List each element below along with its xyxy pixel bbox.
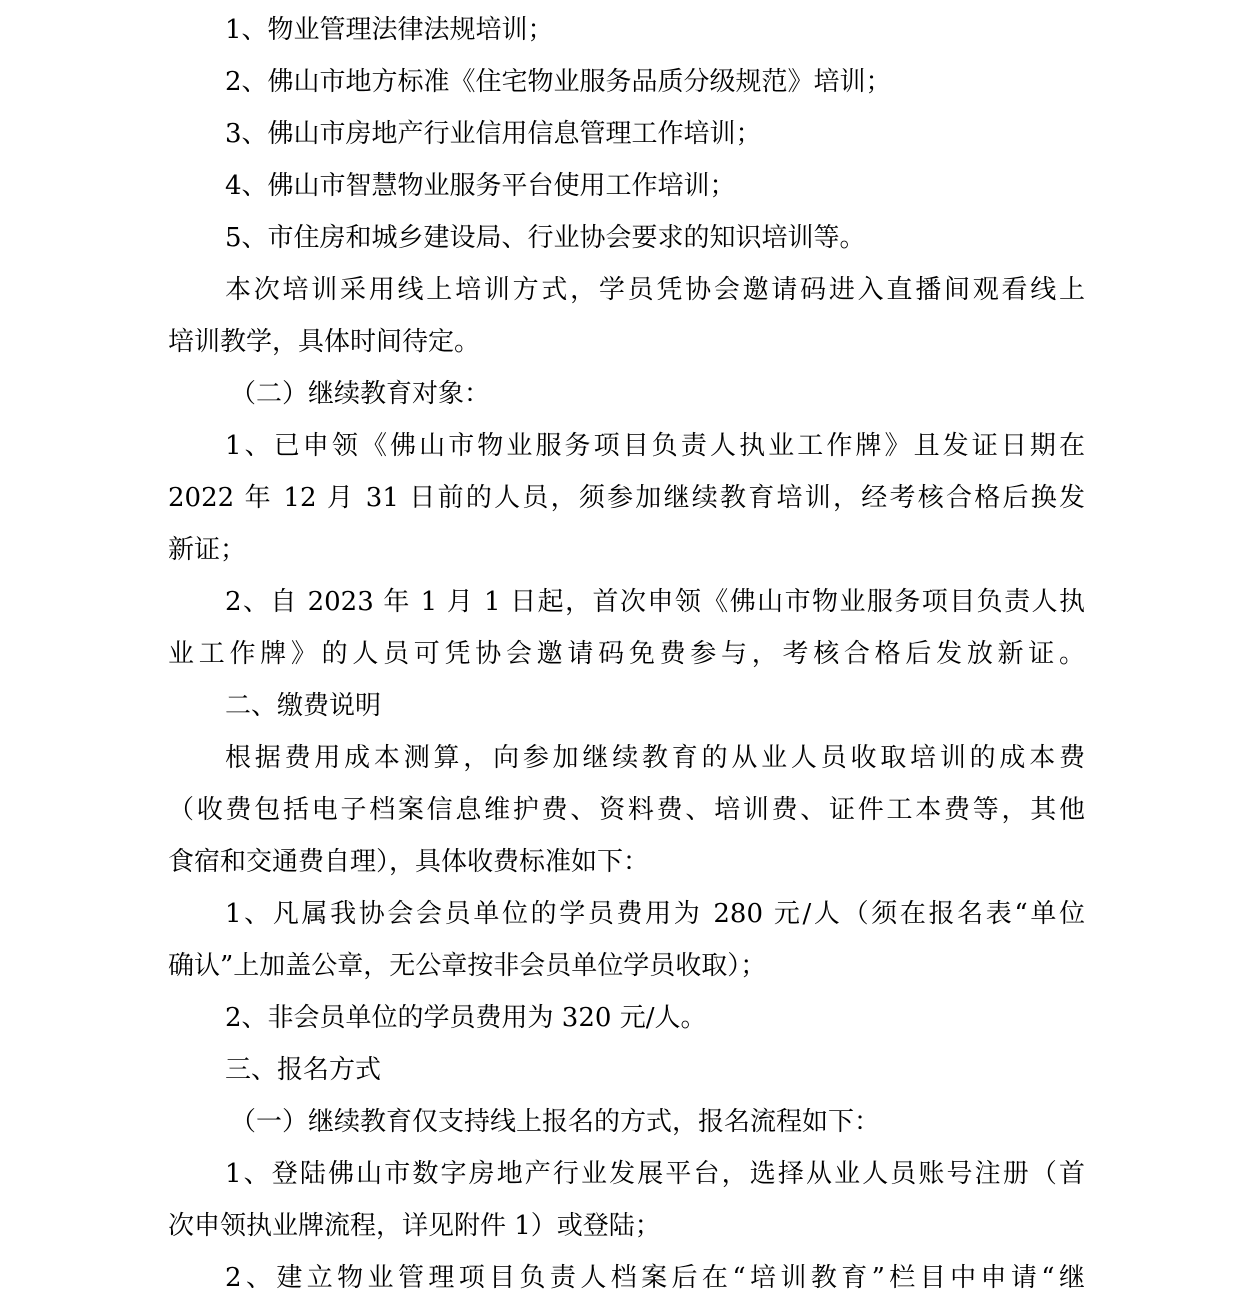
list-item-registration-1: 1、登陆佛山市数字房地产行业发展平台，选择从业人员账号注册（首	[225, 1159, 1085, 1189]
list-item-fee-member-cont: 确认”上加盖公章，无公章按非会员单位学员收取）；	[168, 951, 767, 981]
list-item-training-3: 3、佛山市房地产行业信用信息管理工作培训；	[225, 119, 762, 149]
list-item-fee-nonmember: 2、非会员单位的学员费用为 320 元/人。	[225, 1003, 707, 1033]
paragraph-fee: 根据费用成本测算，向参加继续教育的从业人员收取培训的成本费	[225, 743, 1085, 773]
list-item-registration-1-cont: 次申领执业牌流程，详见附件 1）或登陆；	[168, 1211, 661, 1241]
list-item-target-2: 2、自 2023 年 1 月 1 日起，首次申领《佛山市物业服务项目负责人执	[225, 587, 1085, 617]
list-item-target-1: 1、已申领《佛山市物业服务项目负责人执业工作牌》且发证日期在	[225, 431, 1085, 461]
subheading-education-target: （二）继续教育对象：	[230, 379, 491, 409]
subheading-online-registration: （一）继续教育仅支持线上报名的方式，报名流程如下：	[230, 1107, 881, 1137]
list-item-training-1: 1、物业管理法律法规培训；	[225, 15, 554, 45]
list-item-target-1-cont2: 新证；	[168, 535, 247, 565]
list-item-training-5: 5、市住房和城乡建设局、行业协会要求的知识培训等。	[225, 223, 866, 253]
heading-fee-explanation: 二、缴费说明	[225, 691, 382, 721]
list-item-fee-member: 1、凡属我协会会员单位的学员费用为 280 元/人（须在报名表“单位	[225, 899, 1085, 929]
paragraph-fee-cont: （收费包括电子档案信息维护费、资料费、培训费、证件工本费等，其他	[168, 795, 1085, 825]
list-item-target-2-cont: 业工作牌》的人员可凭协会邀请码免费参与，考核合格后发放新证。	[168, 639, 1085, 669]
list-item-target-1-cont: 2022 年 12 月 31 日前的人员，须参加继续教育培训，经考核合格后换发	[168, 483, 1085, 513]
heading-registration-method: 三、报名方式	[225, 1055, 382, 1085]
list-item-training-4: 4、佛山市智慧物业服务平台使用工作培训；	[225, 171, 736, 201]
paragraph-training-method-cont: 培训教学，具体时间待定。	[168, 327, 481, 357]
paragraph-fee-cont2: 食宿和交通费自理），具体收费标准如下：	[168, 847, 650, 877]
paragraph-training-method: 本次培训采用线上培训方式，学员凭协会邀请码进入直播间观看线上	[225, 275, 1085, 305]
list-item-registration-2: 2、建立物业管理项目负责人档案后在“培训教育”栏目中申请“继	[225, 1263, 1085, 1293]
list-item-training-2: 2、佛山市地方标准《住宅物业服务品质分级规范》培训；	[225, 67, 892, 97]
